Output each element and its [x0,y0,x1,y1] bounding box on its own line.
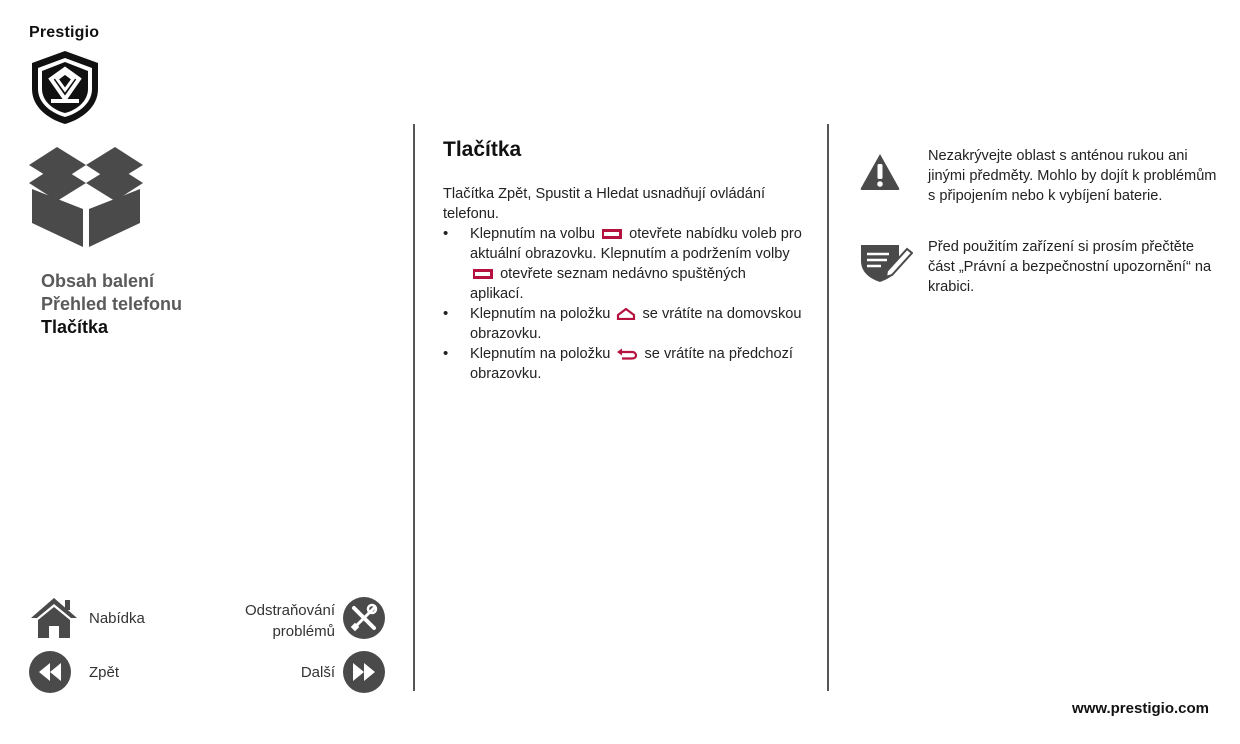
intro-text: Tlačítka Zpět, Spustit a Hledat usnadňují ovládání telefonu. [443,186,766,222]
note-pen-icon [859,241,913,283]
section-link-prehled-telefonu[interactable]: Přehled telefonu [41,294,183,314]
page-title: Tlačítka [443,138,522,161]
back-key-icon [616,348,638,360]
bullet-text: Klepnutím na volbu [470,226,595,242]
back-icon[interactable] [29,651,71,693]
package-box-icon [29,143,143,247]
list-item [443,344,803,384]
note-legal-text: Před použitím zařízení si prosím přečtěte část „Právní a bezpečnostní upozornění“ na krabici. [928,239,1212,295]
list-item [443,304,803,344]
forward-icon[interactable] [343,651,385,693]
next-link[interactable]: Další [300,664,335,681]
section-nav [41,270,182,339]
prestigio-logo [29,49,101,125]
troubleshoot-label-line1: Odstraňování [244,602,335,619]
bullet-text: Klepnutím na položku [470,306,611,322]
troubleshoot-label-line2: problémů [272,623,335,640]
menu-key-icon [601,228,623,240]
website-url[interactable]: www.prestigio.com [1072,700,1209,717]
home-icon[interactable] [29,596,79,640]
note-warning-text: Nezakrývejte oblast s anténou rukou ani jinými předměty. Mohlo by dojít k problémům s připojením nebo k vybíjení baterie. [928,148,1217,204]
bullet-text: Klepnutím na položku [470,346,611,362]
main-content [443,138,803,384]
section-link-obsah-baleni[interactable]: Obsah balení [41,271,155,291]
button-list [443,224,803,384]
menu-key-icon [472,268,494,280]
list-item [443,224,803,304]
section-link-tlacitka[interactable]: Tlačítka [41,317,109,337]
back-link[interactable]: Zpět [89,664,120,681]
bullet-text: otevřete nabídku voleb pro aktuální obrazovku. Klepnutím a podržením volby [470,226,802,262]
bullet-text: otevřete seznam nedávno spuštěných aplikací. [470,266,746,302]
bullet-text: se vrátíte na domovskou obrazovku. [470,306,802,342]
brand-name: Prestigio [29,24,100,41]
bullet-text: se vrátíte na předchozí obrazovku. [470,346,793,382]
tools-icon[interactable] [343,597,385,639]
home-key-icon [616,308,636,320]
warning-icon [859,151,901,193]
column-divider-left [413,124,415,691]
column-divider-right [827,124,829,691]
menu-link[interactable]: Nabídka [89,610,145,627]
troubleshoot-link[interactable] [223,600,335,642]
